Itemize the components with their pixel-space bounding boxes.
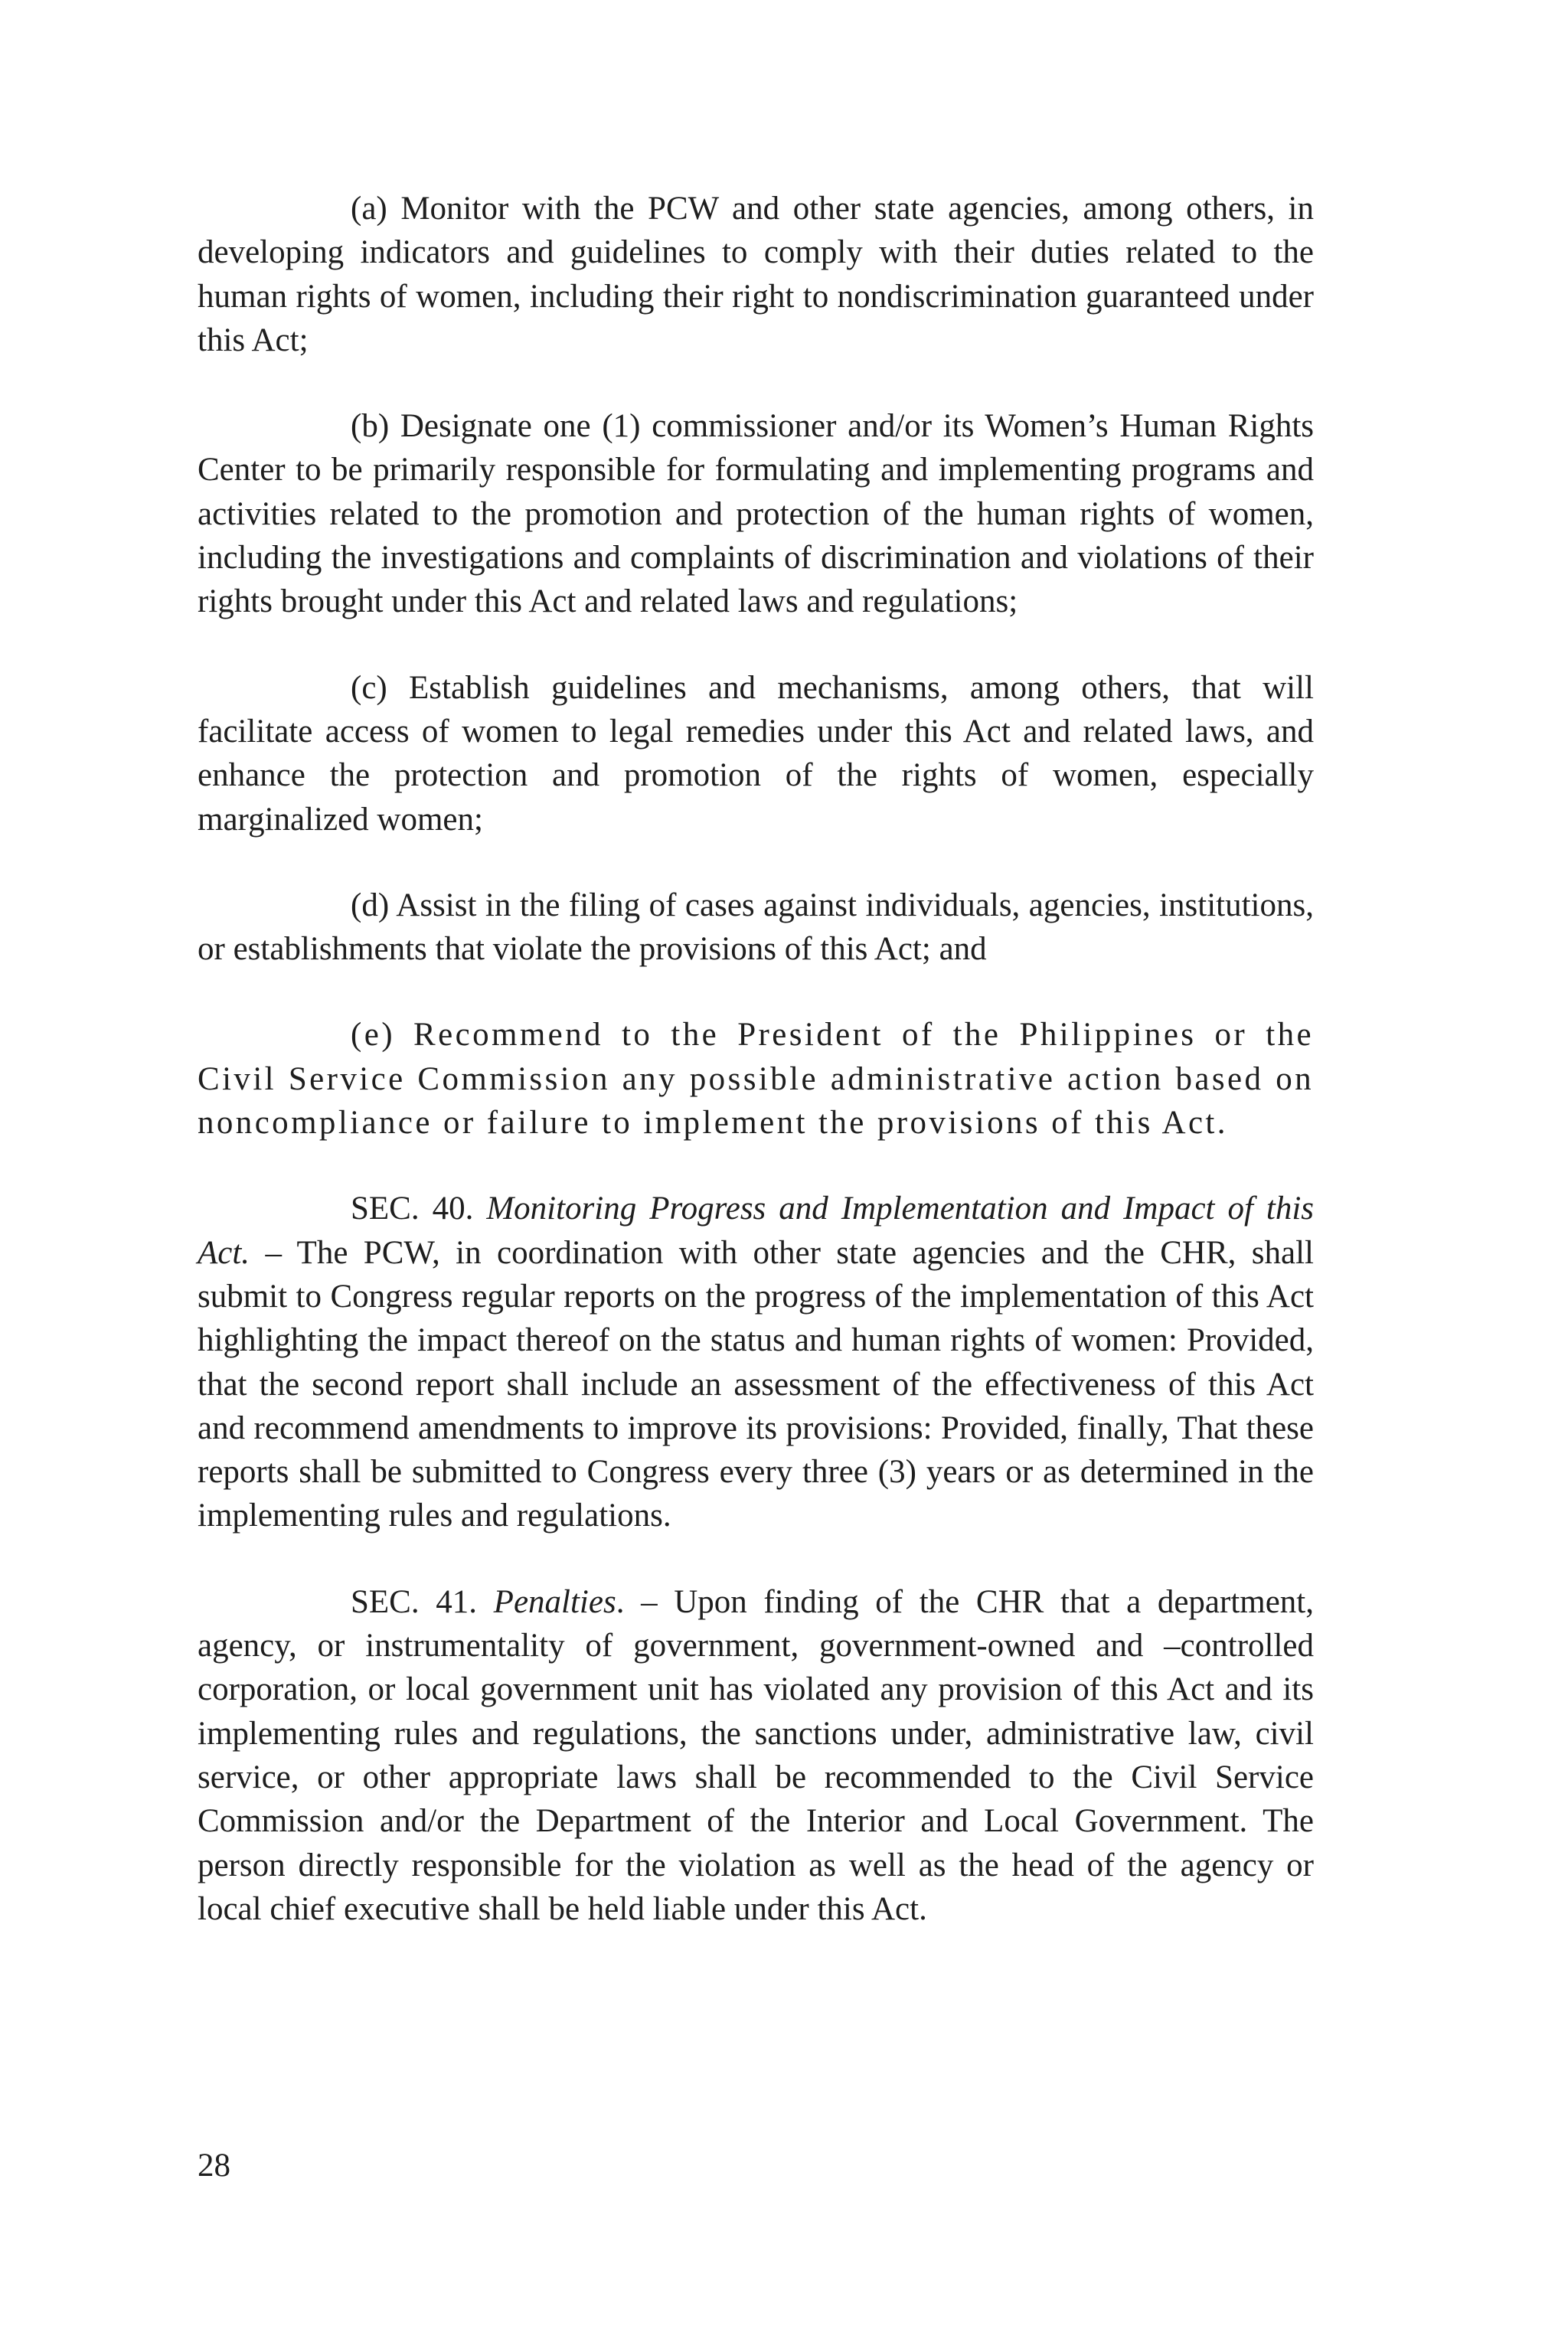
section-40-number: SEC. 40. — [351, 1191, 474, 1227]
section-41 — [198, 1580, 1314, 1931]
page-number: 28 — [198, 2148, 230, 2184]
paragraph-e: (e) Recommend to the President of the Philippines or the Civil Service Commission any possible administrative action based on noncompliance or failure to implement the provisions of this Act. — [198, 1017, 1314, 1142]
page-body — [198, 187, 1314, 1931]
section-40 — [198, 1187, 1314, 1537]
paragraph-b: (b) Designate one (1) commissioner and/or its Women’s Human Rights Center to be primarily responsible for formulating and implementing programs and activities related to the promotion and protection of the human rights of women, including the investigations and complaints of discrimination and violations of their rights brought under this Act and related laws and regulations; — [198, 408, 1314, 620]
section-40-title: Monitoring Progress and Implementation and Impact of this Act. — [198, 1191, 1314, 1271]
section-41-body: . – Upon finding of the CHR that a department, agency, or instrumentality of government, government-owned and –controlled corporation, or local government unit has violated any provision of this Act and its implementing rules and regulations, the sanctions under, administrative law, civil service, or other appropriate laws shall be recommended to the Civil Service Commission and/or the Department of the Interior and Local Government. The person directly responsible for the violation as well as the head of the agency or local chief executive shall be held liable under this Act. — [198, 1583, 1315, 1927]
section-41-number: SEC. 41. — [351, 1583, 478, 1620]
paragraph-c: (c) Establish guidelines and mechanisms, among others, that will facilitate access of women to legal remedies under this Act and related laws, and enhance the protection and promotion of the rights of women, especially marginalized women; — [198, 669, 1314, 838]
paragraph-a: (a) Monitor with the PCW and other state agencies, among others, in developing indicators and guidelines to comply with their duties related to the human rights of women, including their right to nondiscrimination guaranteed under this Act; — [198, 191, 1314, 358]
section-40-body: – The PCW, in coordination with other state agencies and the CHR, shall submit to Congress regular reports on the progress of the implementation of this Act highlighting the impact thereof on the status and human rights of women: Provided, that the second report shall include an assessment of the effectiveness of this Act and recommend amendments to improve its provisions: Provided, finally, That these reports shall be submitted to Congress every three (3) years or as determined in the implementing rules and regulations. — [198, 1234, 1315, 1534]
paragraph-d: (d) Assist in the filing of cases against individuals, agencies, institutions, or establishments that violate the provisions of this Act; and — [198, 887, 1314, 968]
section-41-title: Penalties — [493, 1583, 616, 1620]
